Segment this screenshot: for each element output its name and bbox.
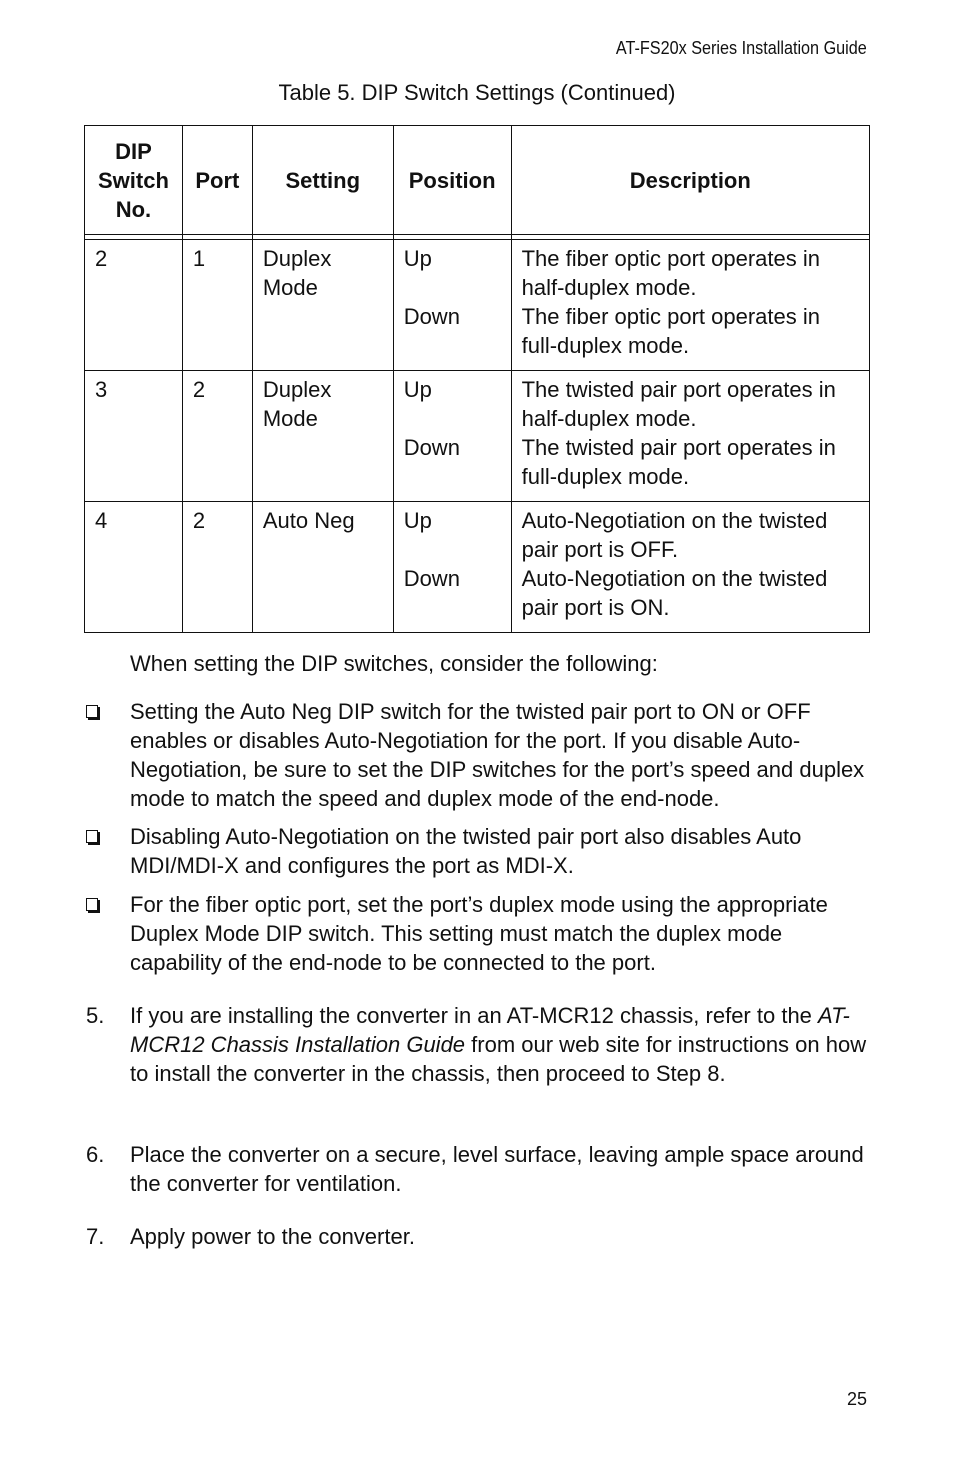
position-up: Up	[403, 246, 432, 271]
position-up: Up	[403, 377, 432, 402]
bullet-item: Disabling Auto-Negotiation on the twisted pair port also disables Auto MDI/MDI-X and configures the port as MDI-X.	[130, 824, 802, 878]
table-header-row	[85, 126, 870, 235]
cell-dip: 4	[85, 502, 183, 633]
checkbox-bullet-icon	[86, 891, 102, 907]
dip-switch-table	[84, 125, 870, 633]
cell-description	[511, 371, 869, 502]
step-number: 6.	[86, 1142, 105, 1167]
step-text-part: If you are installing the converter in an AT-MCR12 chassis, refer to the	[130, 1003, 819, 1028]
position-down: Down	[403, 566, 460, 591]
cell-setting: Auto Neg	[252, 502, 393, 633]
step-text-part: from our web site for instructions on how to install the converter in the chassis, then proceed to Step 8.	[130, 1032, 867, 1086]
column-header-setting: Setting	[252, 126, 393, 235]
running-header: AT-FS20x Series Installation Guide	[616, 38, 867, 58]
table-caption: Table 5. DIP Switch Settings (Continued)	[278, 80, 676, 105]
cell-dip: 3	[85, 371, 183, 502]
checkbox-bullet-icon	[86, 698, 102, 714]
cell-description	[511, 502, 869, 633]
description-up: The fiber optic port operates in half-duplex mode.	[521, 246, 820, 300]
position-down: Down	[403, 435, 460, 460]
cell-description	[511, 240, 869, 371]
step-text: Apply power to the converter.	[130, 1224, 415, 1249]
cell-position	[393, 240, 511, 371]
step-text	[130, 1001, 870, 1088]
description-up: The twisted pair port operates in half-duplex mode.	[521, 377, 836, 431]
table-row	[85, 502, 870, 633]
cell-position	[393, 502, 511, 633]
cell-position	[393, 371, 511, 502]
cell-port: 2	[182, 371, 252, 502]
description-down: The fiber optic port operates in full-duplex mode.	[521, 304, 820, 358]
column-header-position: Position	[393, 126, 511, 235]
table-row	[85, 371, 870, 502]
table-row	[85, 240, 870, 371]
page-number: 25	[846, 1389, 867, 1409]
cell-port: 1	[182, 240, 252, 371]
step-number: 5.	[86, 1003, 105, 1028]
position-down: Down	[403, 304, 460, 329]
bullet-item: For the fiber optic port, set the port’s duplex mode using the appropriate Duplex Mode DIP switch. This setting must match the duplex mode capability of the end-node to be connected to the port.	[130, 892, 828, 975]
column-header-description: Description	[511, 126, 869, 235]
position-up: Up	[403, 508, 432, 533]
column-header-port: Port	[182, 126, 252, 235]
guide-title-reference: AT-MCR12 Chassis Installation Guide	[130, 1003, 850, 1057]
cell-port: 2	[182, 502, 252, 633]
description-down: Auto-Negotiation on the twisted pair port is ON.	[521, 566, 828, 620]
column-header-dip-switch: DIP Switch No.	[85, 126, 183, 235]
cell-setting: Duplex Mode	[252, 240, 393, 371]
cell-setting: Duplex Mode	[252, 371, 393, 502]
description-down: The twisted pair port operates in full-duplex mode.	[521, 435, 836, 489]
checkbox-bullet-icon	[86, 823, 102, 839]
intro-paragraph: When setting the DIP switches, consider the following:	[130, 651, 658, 676]
cell-dip: 2	[85, 240, 183, 371]
bullet-item: Setting the Auto Neg DIP switch for the twisted pair port to ON or OFF enables or disables Auto-Negotiation for the port. If you disable Auto-Negotiation, be sure to set the DIP switches for the port’s speed and duplex mode to match the speed and duplex mode of the end-node.	[130, 699, 865, 811]
step-number: 7.	[86, 1224, 105, 1249]
step-text: Place the converter on a secure, level surface, leaving ample space around the converter for ventilation.	[130, 1142, 864, 1196]
description-up: Auto-Negotiation on the twisted pair port is OFF.	[521, 508, 828, 562]
